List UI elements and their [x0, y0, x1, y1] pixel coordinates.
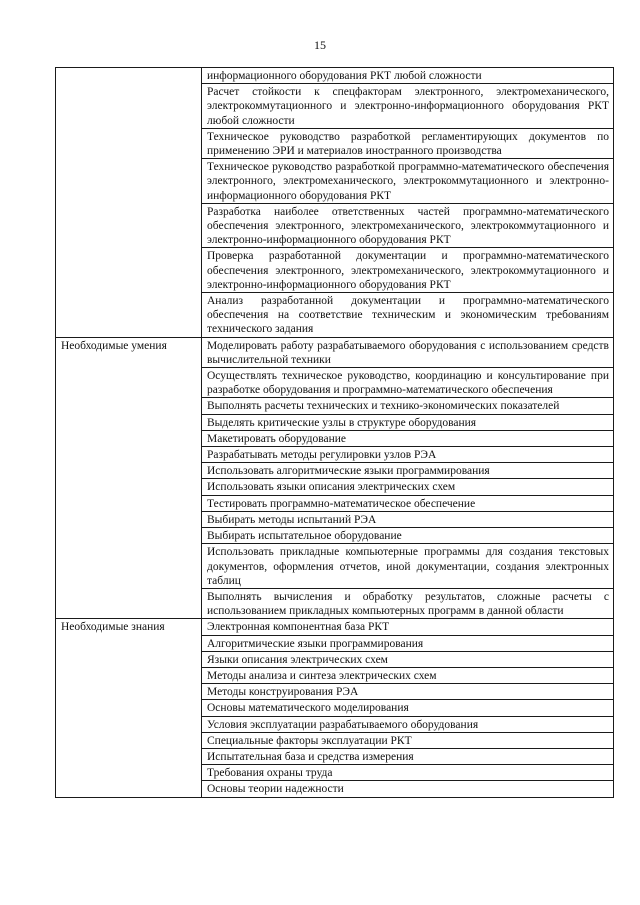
- requirement-item: Условия эксплуатации разрабатываемого оборудования: [202, 716, 614, 732]
- requirement-item: Испытательная база и средства измерения: [202, 748, 614, 764]
- table-body: [56, 68, 614, 798]
- section-label: Необходимые знания: [56, 619, 202, 797]
- requirement-item: Алгоритмические языки программирования: [202, 635, 614, 651]
- requirement-item: Требования охраны труда: [202, 765, 614, 781]
- requirement-item: Тестировать программно-математическое обеспечение: [202, 495, 614, 511]
- requirement-item: Электронная компонентная база РКТ: [202, 619, 614, 635]
- requirement-item: Анализ разработанной документации и программно-математического обеспечения на соответствие техническим и экономическим требованиям технического задания: [202, 293, 614, 338]
- requirement-item: Разработка наиболее ответственных частей программно-математического обеспечения электронного, электромеханического, электрокоммутационного и электронно-информационного оборудования РКТ: [202, 203, 614, 248]
- requirement-item: Техническое руководство разработкой программно-математического обеспечения электронного, электромеханического, электрокоммутационного и электронно-информационного оборудования РКТ: [202, 159, 614, 204]
- requirement-item: Выбирать методы испытаний РЭА: [202, 511, 614, 527]
- requirement-item: Основы теории надежности: [202, 781, 614, 797]
- requirement-item: Техническое руководство разработкой регламентирующих документов по применению ЭРИ и материалов иностранного производства: [202, 128, 614, 158]
- table-row: [56, 337, 614, 367]
- requirement-item: Использовать алгоритмические языки программирования: [202, 463, 614, 479]
- section-label: [56, 68, 202, 338]
- requirement-item: Выполнять расчеты технических и технико-экономических показателей: [202, 398, 614, 414]
- requirement-item: Выполнять вычисления и обработку результатов, сложные расчеты с использованием прикладных компьютерных программ в данной области: [202, 588, 614, 618]
- requirement-item: Выделять критические узлы в структуре оборудования: [202, 414, 614, 430]
- competency-table: [55, 67, 614, 798]
- table-row: [56, 619, 614, 635]
- page-number: 15: [314, 38, 326, 52]
- requirement-item: Использовать прикладные компьютерные программы для создания текстовых документов, оформления отчетов, иной документации, создания электронных таблиц: [202, 544, 614, 589]
- requirement-item: Проверка разработанной документации и программно-математического обеспечения электронного, электромеханического, электрокоммутационного и электронно-информационного оборудования РКТ: [202, 248, 614, 293]
- requirement-item: Основы математического моделирования: [202, 700, 614, 716]
- requirement-item: Расчет стойкости к спецфакторам электронного, электромеханического, электрокоммутационного и электронно-информационного оборудования РКТ любой сложности: [202, 84, 614, 129]
- table-row: [56, 68, 614, 84]
- requirement-item: Языки описания электрических схем: [202, 651, 614, 667]
- requirement-item: Осуществлять техническое руководство, координацию и консультирование при разработке оборудования и программно-математического обеспечения: [202, 368, 614, 398]
- requirement-item: Использовать языки описания электрических схем: [202, 479, 614, 495]
- requirement-item: Макетировать оборудование: [202, 430, 614, 446]
- requirement-item: Методы анализа и синтеза электрических схем: [202, 667, 614, 683]
- requirement-item: Методы конструирования РЭА: [202, 684, 614, 700]
- requirement-item: Моделировать работу разрабатываемого оборудования с использованием средств вычислительной техники: [202, 337, 614, 367]
- requirement-item: Специальные факторы эксплуатации РКТ: [202, 732, 614, 748]
- requirement-item: Выбирать испытательное оборудование: [202, 528, 614, 544]
- section-label: Необходимые умения: [56, 337, 202, 619]
- requirement-item: информационного оборудования РКТ любой сложности: [202, 68, 614, 84]
- requirement-item: Разрабатывать методы регулировки узлов РЭА: [202, 447, 614, 463]
